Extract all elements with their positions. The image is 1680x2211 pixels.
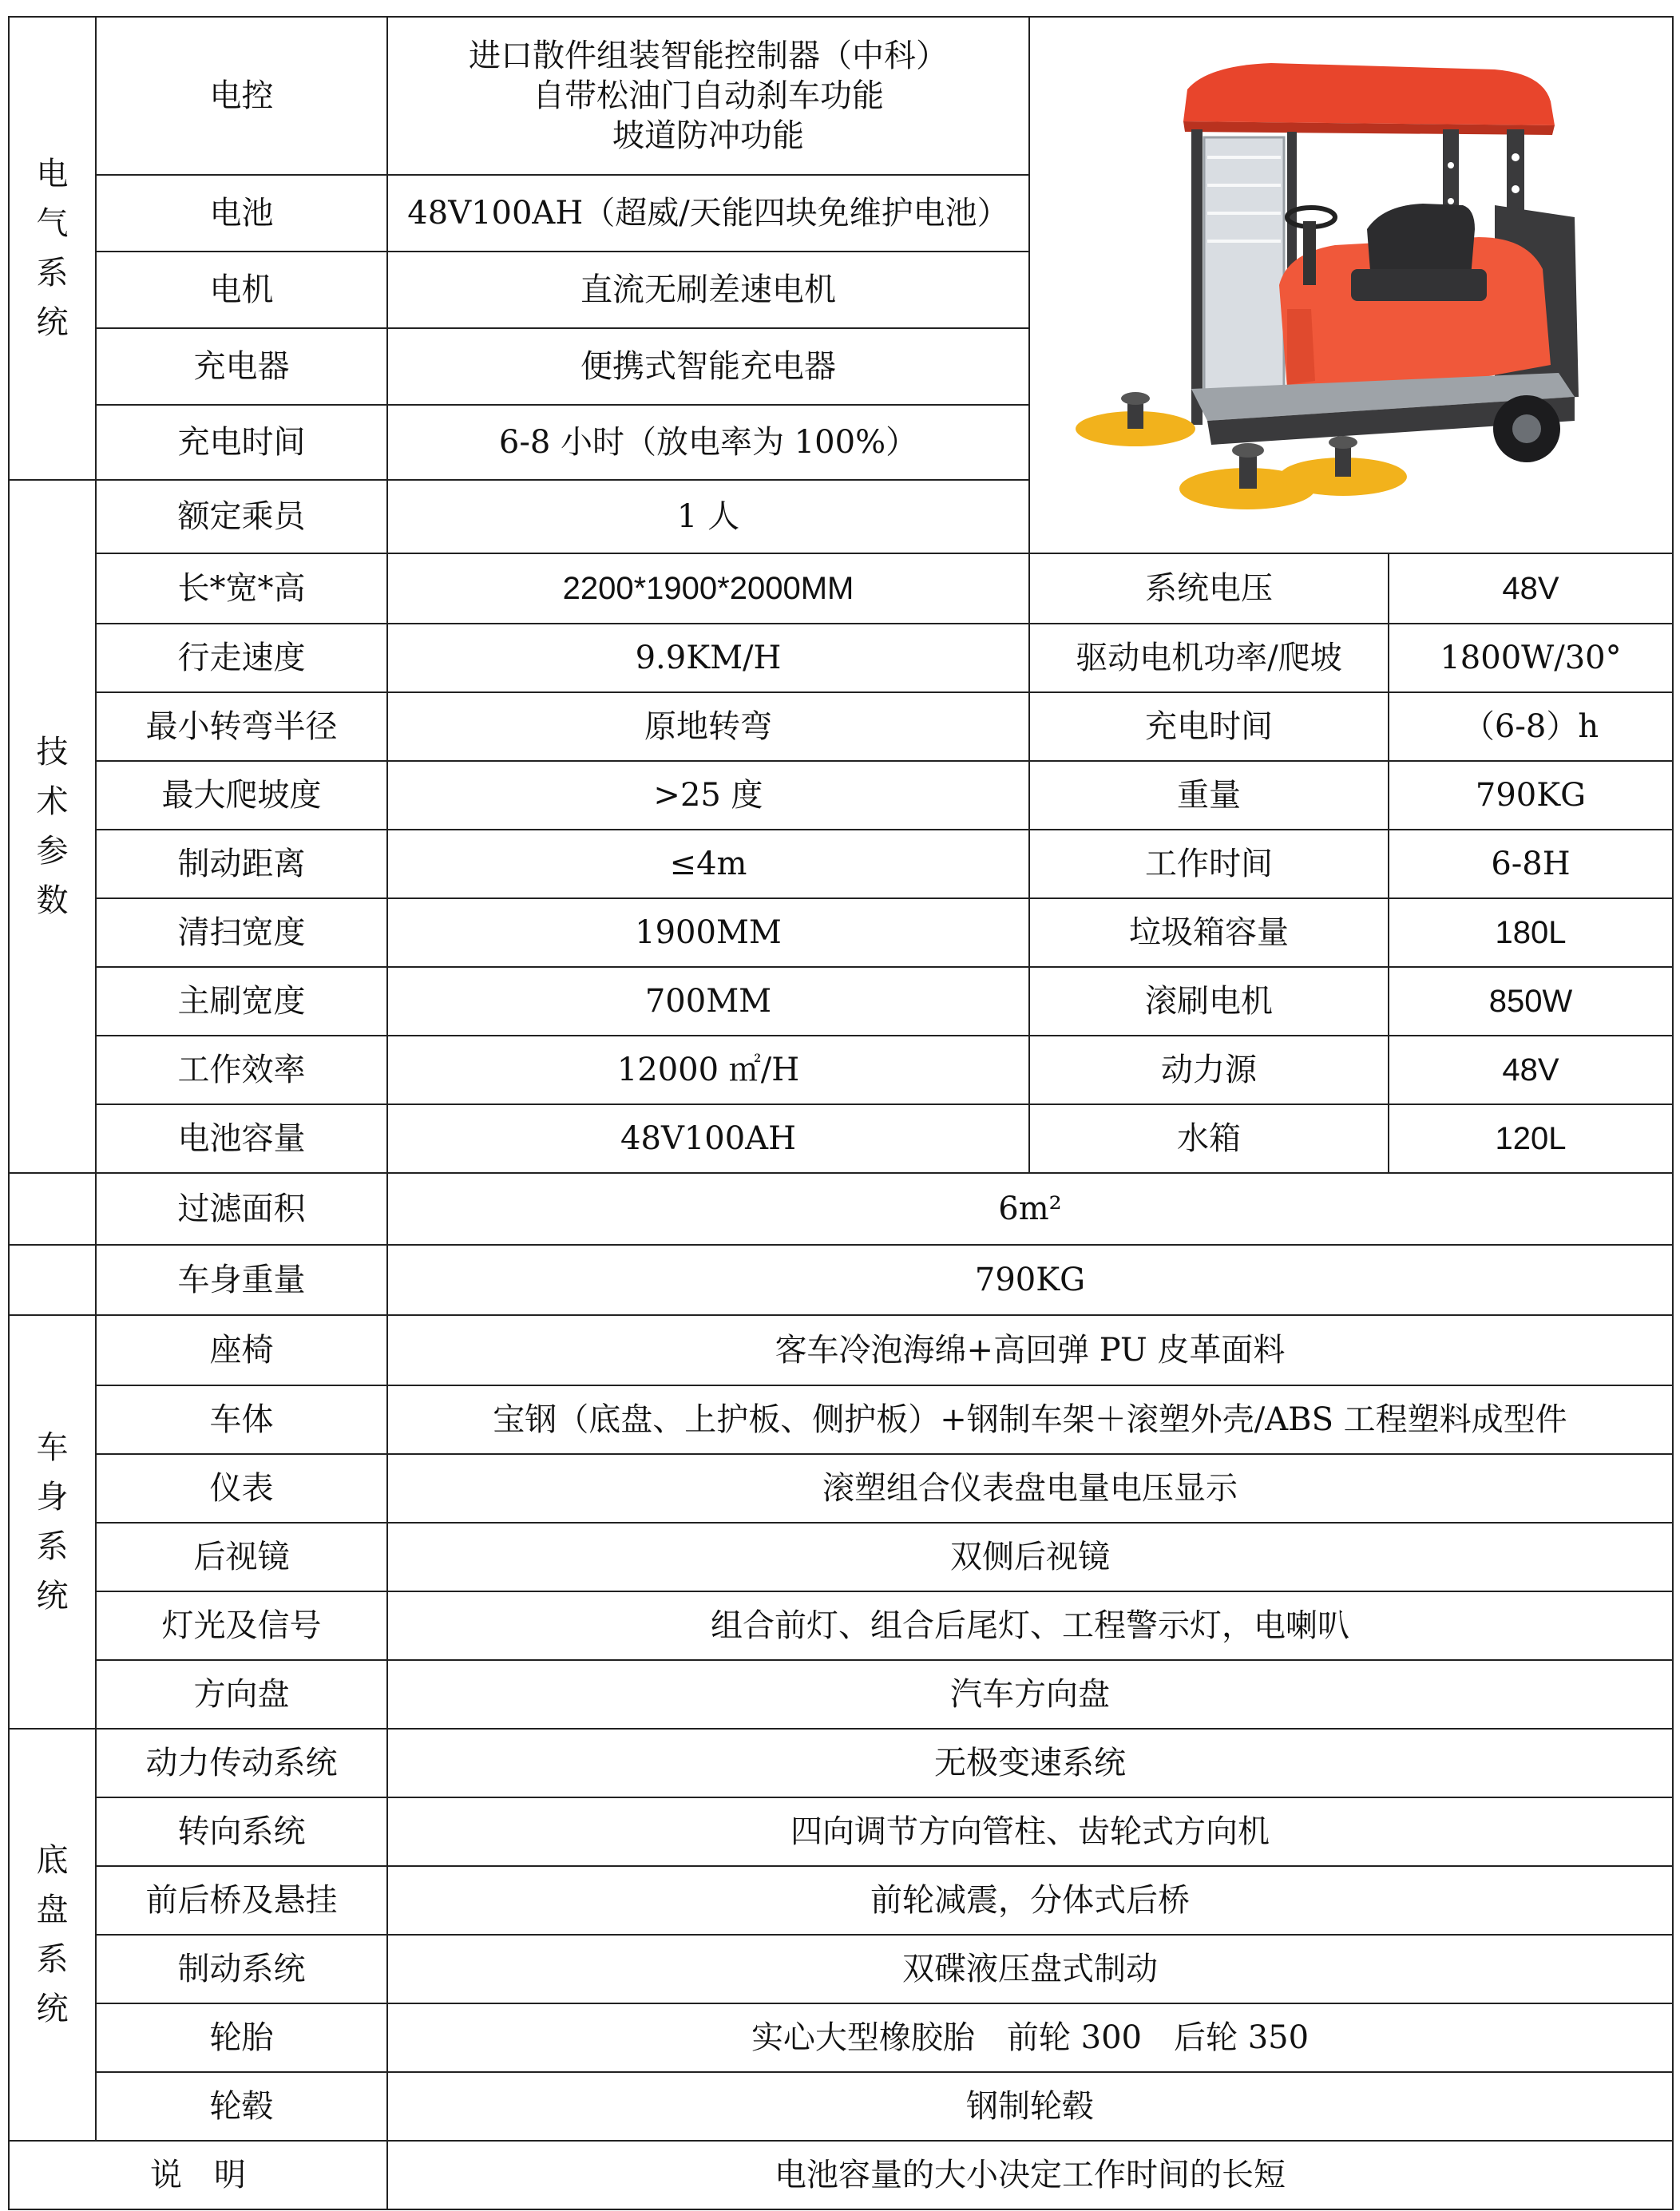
value-turning-radius: 原地转弯 [387,692,1029,761]
category-electrical: 电气系统 [9,17,96,480]
value-note: 电池容量的大小决定工作时间的长短 [387,2141,1673,2209]
label-mirror: 后视镜 [96,1523,387,1591]
sweeper-image [1048,46,1654,525]
label-water-tank: 水箱 [1029,1104,1389,1173]
value-power-source: 48V [1389,1036,1673,1104]
category-body: 车身系统 [9,1315,96,1729]
value-transmission: 无极变速系统 [387,1729,1673,1797]
value-weight: 790KG [1389,761,1673,830]
value-seat: 客车冷泡海绵+高回弹 PU 皮革面料 [387,1315,1673,1385]
label-working-time: 工作时间 [1029,830,1389,898]
value-control [387,17,1029,175]
label-roller-brush-motor: 滚刷电机 [1029,967,1389,1036]
label-control: 电控 [96,17,387,175]
label-braking-system: 制动系统 [96,1935,387,2003]
label-system-voltage: 系统电压 [1029,553,1389,624]
label-battery-capacity: 电池容量 [96,1104,387,1173]
value-lights: 组合前灯、组合后尾灯、工程警示灯，电喇叭 [387,1591,1673,1660]
label-wheel-hub: 轮毂 [96,2072,387,2141]
value-steering-system: 四向调节方向管柱、齿轮式方向机 [387,1797,1673,1866]
label-tires: 轮胎 [96,2003,387,2072]
label-lights: 灯光及信号 [96,1591,387,1660]
value-car-body: 宝钢（底盘、上护板、侧护板）+钢制车架＋滚塑外壳/ABS 工程塑料成型件 [387,1385,1673,1454]
label-drive-motor-power: 驱动电机功率/爬坡 [1029,624,1389,692]
value-system-voltage: 48V [1389,553,1673,624]
value-tires: 实心大型橡胶胎 前轮 300 后轮 350 [387,2003,1673,2072]
value-dimensions: 2200*1900*2000MM [387,553,1029,624]
label-travel-speed: 行走速度 [96,624,387,692]
value-filter-area: 6m² [387,1173,1673,1245]
category-chassis: 底盘系统 [9,1729,96,2141]
category-technical: 技术参数 [9,480,96,1173]
product-photo [1029,17,1673,553]
control-line-3: 坡道防冲功能 [612,117,804,154]
label-instrument: 仪表 [96,1454,387,1523]
label-sweeping-width: 清扫宽度 [96,898,387,967]
label-braking-distance: 制动距离 [96,830,387,898]
label-main-brush-width: 主刷宽度 [96,967,387,1036]
value-rated-passengers: 1 人 [387,480,1029,553]
label-dimensions: 长*宽*高 [96,553,387,624]
control-line-1: 进口散件组装智能控制器（中科） [469,38,948,74]
label-note: 说 明 [9,2141,387,2209]
label-max-gradient: 最大爬坡度 [96,761,387,830]
label-steering-wheel: 方向盘 [96,1660,387,1729]
label-transmission: 动力传动系统 [96,1729,387,1797]
label-body-weight: 车身重量 [96,1245,387,1315]
value-steering-wheel: 汽车方向盘 [387,1660,1673,1729]
label-motor: 电机 [96,252,387,328]
label-steering-system: 转向系统 [96,1797,387,1866]
label-filter-area: 过滤面积 [96,1173,387,1245]
value-wheel-hub: 钢制轮毂 [387,2072,1673,2141]
value-instrument: 滚塑组合仪表盘电量电压显示 [387,1454,1673,1523]
value-travel-speed: 9.9KM/H [387,624,1029,692]
label-turning-radius: 最小转弯半径 [96,692,387,761]
label-battery: 电池 [96,175,387,252]
category-empty-2 [9,1245,96,1315]
label-charge-time: 充电时间 [96,405,387,480]
value-water-tank: 120L [1389,1104,1673,1173]
value-motor: 直流无刷差速电机 [387,252,1029,328]
value-drive-motor-power: 1800W/30° [1389,624,1673,692]
label-power-source: 动力源 [1029,1036,1389,1104]
label-hopper-capacity: 垃圾箱容量 [1029,898,1389,967]
value-battery: 48V100AH（超威/天能四块免维护电池） [387,175,1029,252]
brush-left [1076,392,1195,446]
value-work-efficiency: 12000 ㎡/H [387,1036,1029,1104]
control-line-2: 自带松油门自动刹车功能 [533,77,884,114]
value-body-weight: 790KG [387,1245,1673,1315]
value-charge-time: 6-8 小时（放电率为 100%） [387,405,1029,480]
label-weight: 重量 [1029,761,1389,830]
label-charging-time: 充电时间 [1029,692,1389,761]
value-max-gradient: >25 度 [387,761,1029,830]
label-axles-suspension: 前后桥及悬挂 [96,1866,387,1935]
spec-table [8,16,1674,2210]
value-main-brush-width: 700MM [387,967,1029,1036]
label-seat: 座椅 [96,1315,387,1385]
brush-right [1279,436,1407,496]
value-battery-capacity: 48V100AH [387,1104,1029,1173]
value-roller-brush-motor: 850W [1389,967,1673,1036]
value-working-time: 6-8H [1389,830,1673,898]
value-braking-system: 双碟液压盘式制动 [387,1935,1673,2003]
value-hopper-capacity: 180L [1389,898,1673,967]
value-mirror: 双侧后视镜 [387,1523,1673,1591]
label-charger: 充电器 [96,328,387,405]
value-charging-time: （6-8）h [1389,692,1673,761]
value-sweeping-width: 1900MM [387,898,1029,967]
label-work-efficiency: 工作效率 [96,1036,387,1104]
value-charger: 便携式智能充电器 [387,328,1029,405]
value-axles-suspension: 前轮减震，分体式后桥 [387,1866,1673,1935]
category-empty-1 [9,1173,96,1245]
label-car-body: 车体 [96,1385,387,1454]
label-rated-passengers: 额定乘员 [96,480,387,553]
value-braking-distance: ≤4m [387,830,1029,898]
